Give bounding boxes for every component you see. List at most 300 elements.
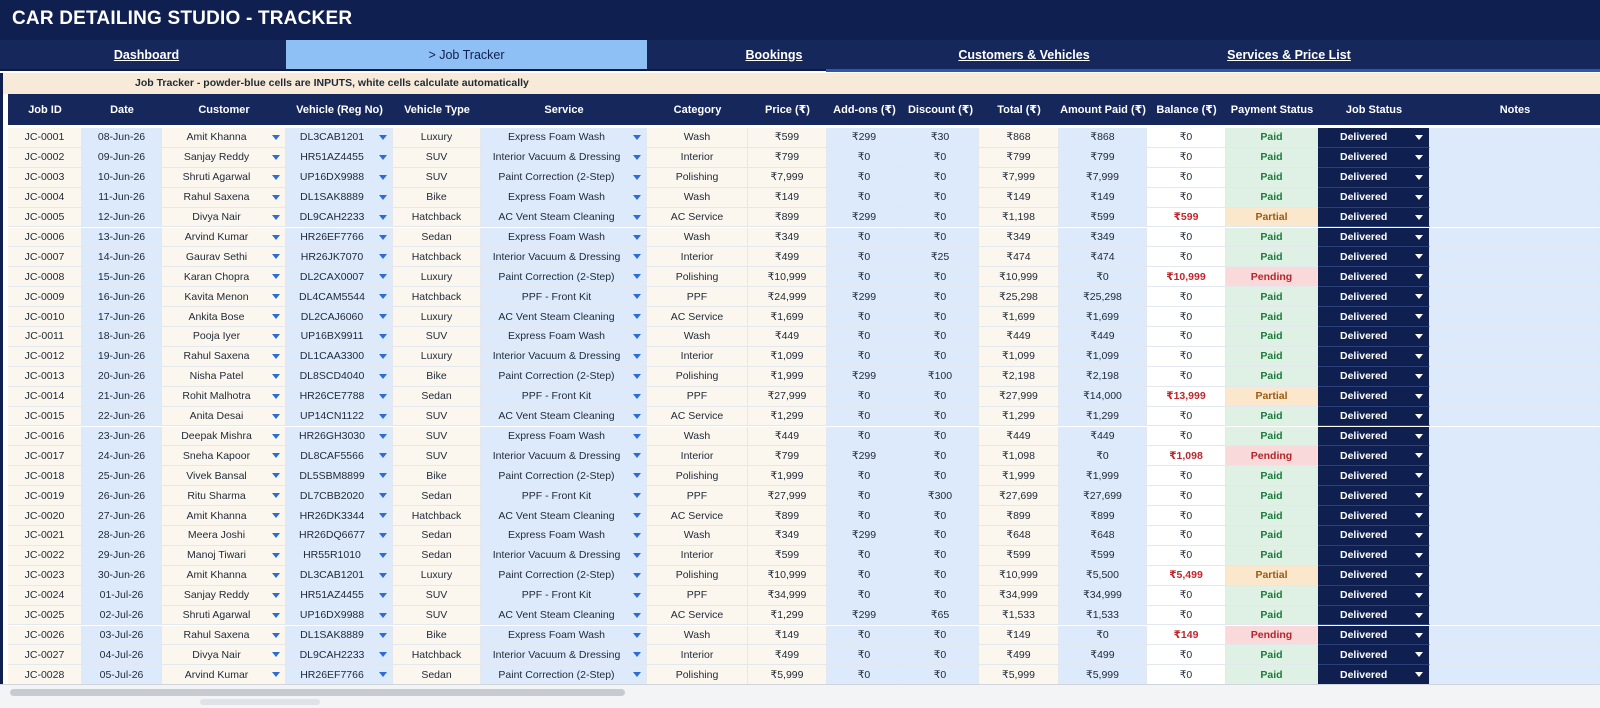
- dropdown-arrow-icon[interactable]: [379, 533, 387, 538]
- cell-discount[interactable]: [902, 128, 979, 148]
- cell-discount[interactable]: [902, 367, 979, 387]
- dropdown-arrow-icon[interactable]: [272, 533, 280, 538]
- cell-customer[interactable]: [162, 626, 286, 646]
- dropdown-arrow-icon[interactable]: [633, 493, 641, 498]
- cell-notes[interactable]: [1430, 247, 1600, 267]
- dropdown-arrow-icon[interactable]: [272, 493, 280, 498]
- dropdown-arrow-icon[interactable]: [1415, 493, 1423, 498]
- cell-date[interactable]: [82, 427, 162, 447]
- cell-discount[interactable]: [902, 486, 979, 506]
- cell-addons[interactable]: [827, 228, 902, 248]
- dropdown-arrow-icon[interactable]: [272, 633, 280, 638]
- cell-job-status[interactable]: [1318, 645, 1430, 665]
- cell-date[interactable]: [82, 128, 162, 148]
- cell-discount[interactable]: [902, 506, 979, 526]
- dropdown-arrow-icon[interactable]: [272, 374, 280, 379]
- dropdown-arrow-icon[interactable]: [633, 235, 641, 240]
- cell-addons[interactable]: [827, 387, 902, 407]
- dropdown-arrow-icon[interactable]: [1415, 354, 1423, 359]
- cell-discount[interactable]: [902, 228, 979, 248]
- dropdown-arrow-icon[interactable]: [633, 294, 641, 299]
- cell-discount[interactable]: [902, 168, 979, 188]
- dropdown-arrow-icon[interactable]: [1415, 334, 1423, 339]
- dropdown-arrow-icon[interactable]: [633, 652, 641, 657]
- dropdown-arrow-icon[interactable]: [272, 314, 280, 319]
- cell-vehicle-reg[interactable]: [286, 228, 393, 248]
- cell-amount-paid[interactable]: [1059, 188, 1147, 208]
- cell-discount[interactable]: [902, 347, 979, 367]
- dropdown-arrow-icon[interactable]: [379, 513, 387, 518]
- cell-date[interactable]: [82, 606, 162, 626]
- cell-vehicle-reg[interactable]: [286, 466, 393, 486]
- cell-notes[interactable]: [1430, 327, 1600, 347]
- cell-service[interactable]: [481, 228, 647, 248]
- cell-vehicle-reg[interactable]: [286, 427, 393, 447]
- cell-date[interactable]: [82, 307, 162, 327]
- cell-service[interactable]: [481, 606, 647, 626]
- cell-job-status[interactable]: [1318, 228, 1430, 248]
- cell-addons[interactable]: [827, 446, 902, 466]
- dropdown-arrow-icon[interactable]: [379, 473, 387, 478]
- cell-notes[interactable]: [1430, 168, 1600, 188]
- cell-vehicle-reg[interactable]: [286, 486, 393, 506]
- cell-addons[interactable]: [827, 327, 902, 347]
- cell-service[interactable]: [481, 387, 647, 407]
- cell-amount-paid[interactable]: [1059, 287, 1147, 307]
- cell-job-status[interactable]: [1318, 387, 1430, 407]
- cell-job-status[interactable]: [1318, 606, 1430, 626]
- cell-service[interactable]: [481, 208, 647, 228]
- cell-job-status[interactable]: [1318, 168, 1430, 188]
- cell-discount[interactable]: [902, 247, 979, 267]
- cell-customer[interactable]: [162, 247, 286, 267]
- cell-service[interactable]: [481, 128, 647, 148]
- dropdown-arrow-icon[interactable]: [379, 553, 387, 558]
- cell-addons[interactable]: [827, 665, 902, 684]
- cell-customer[interactable]: [162, 566, 286, 586]
- cell-notes[interactable]: [1430, 387, 1600, 407]
- cell-job-status[interactable]: [1318, 247, 1430, 267]
- cell-notes[interactable]: [1430, 427, 1600, 447]
- dropdown-arrow-icon[interactable]: [633, 553, 641, 558]
- cell-discount[interactable]: [902, 606, 979, 626]
- cell-service[interactable]: [481, 148, 647, 168]
- cell-addons[interactable]: [827, 188, 902, 208]
- cell-discount[interactable]: [902, 645, 979, 665]
- cell-date[interactable]: [82, 247, 162, 267]
- dropdown-arrow-icon[interactable]: [1415, 175, 1423, 180]
- cell-customer[interactable]: [162, 228, 286, 248]
- cell-vehicle-reg[interactable]: [286, 287, 393, 307]
- dropdown-arrow-icon[interactable]: [633, 274, 641, 279]
- cell-customer[interactable]: [162, 188, 286, 208]
- dropdown-arrow-icon[interactable]: [379, 453, 387, 458]
- dropdown-arrow-icon[interactable]: [1415, 593, 1423, 598]
- dropdown-arrow-icon[interactable]: [379, 235, 387, 240]
- dropdown-arrow-icon[interactable]: [633, 195, 641, 200]
- dropdown-arrow-icon[interactable]: [1415, 294, 1423, 299]
- cell-addons[interactable]: [827, 645, 902, 665]
- dropdown-arrow-icon[interactable]: [272, 215, 280, 220]
- cell-service[interactable]: [481, 367, 647, 387]
- cell-amount-paid[interactable]: [1059, 645, 1147, 665]
- cell-discount[interactable]: [902, 307, 979, 327]
- cell-amount-paid[interactable]: [1059, 327, 1147, 347]
- dropdown-arrow-icon[interactable]: [1415, 573, 1423, 578]
- cell-amount-paid[interactable]: [1059, 506, 1147, 526]
- dropdown-arrow-icon[interactable]: [633, 215, 641, 220]
- dropdown-arrow-icon[interactable]: [633, 533, 641, 538]
- dropdown-arrow-icon[interactable]: [633, 334, 641, 339]
- cell-notes[interactable]: [1430, 566, 1600, 586]
- cell-discount[interactable]: [902, 566, 979, 586]
- cell-customer[interactable]: [162, 645, 286, 665]
- dropdown-arrow-icon[interactable]: [272, 434, 280, 439]
- cell-date[interactable]: [82, 566, 162, 586]
- cell-customer[interactable]: [162, 367, 286, 387]
- cell-service[interactable]: [481, 287, 647, 307]
- cell-job-status[interactable]: [1318, 665, 1430, 684]
- dropdown-arrow-icon[interactable]: [1415, 195, 1423, 200]
- cell-job-status[interactable]: [1318, 367, 1430, 387]
- dropdown-arrow-icon[interactable]: [272, 254, 280, 259]
- cell-service[interactable]: [481, 267, 647, 287]
- tab-dashboard[interactable]: Dashboard: [113, 47, 180, 62]
- cell-notes[interactable]: [1430, 148, 1600, 168]
- dropdown-arrow-icon[interactable]: [1415, 513, 1423, 518]
- cell-service[interactable]: [481, 486, 647, 506]
- dropdown-arrow-icon[interactable]: [272, 195, 280, 200]
- cell-job-status[interactable]: [1318, 327, 1430, 347]
- cell-service[interactable]: [481, 626, 647, 646]
- dropdown-arrow-icon[interactable]: [633, 672, 641, 677]
- cell-customer[interactable]: [162, 506, 286, 526]
- cell-job-status[interactable]: [1318, 466, 1430, 486]
- cell-customer[interactable]: [162, 327, 286, 347]
- cell-job-status[interactable]: [1318, 446, 1430, 466]
- cell-vehicle-reg[interactable]: [286, 526, 393, 546]
- cell-amount-paid[interactable]: [1059, 665, 1147, 684]
- cell-date[interactable]: [82, 287, 162, 307]
- cell-service[interactable]: [481, 506, 647, 526]
- dropdown-arrow-icon[interactable]: [1415, 155, 1423, 160]
- cell-notes[interactable]: [1430, 606, 1600, 626]
- cell-vehicle-reg[interactable]: [286, 267, 393, 287]
- dropdown-arrow-icon[interactable]: [272, 274, 280, 279]
- dropdown-arrow-icon[interactable]: [379, 434, 387, 439]
- dropdown-arrow-icon[interactable]: [272, 394, 280, 399]
- cell-addons[interactable]: [827, 506, 902, 526]
- cell-discount[interactable]: [902, 665, 979, 684]
- cell-vehicle-reg[interactable]: [286, 407, 393, 427]
- cell-amount-paid[interactable]: [1059, 427, 1147, 447]
- cell-customer[interactable]: [162, 407, 286, 427]
- dropdown-arrow-icon[interactable]: [633, 453, 641, 458]
- dropdown-arrow-icon[interactable]: [379, 613, 387, 618]
- cell-discount[interactable]: [902, 526, 979, 546]
- cell-job-status[interactable]: [1318, 546, 1430, 566]
- dropdown-arrow-icon[interactable]: [272, 235, 280, 240]
- cell-service[interactable]: [481, 347, 647, 367]
- dropdown-arrow-icon[interactable]: [633, 633, 641, 638]
- cell-addons[interactable]: [827, 208, 902, 228]
- tab-job-tracker[interactable]: > Job Tracker: [286, 40, 647, 69]
- dropdown-arrow-icon[interactable]: [1415, 473, 1423, 478]
- dropdown-arrow-icon[interactable]: [379, 274, 387, 279]
- cell-vehicle-reg[interactable]: [286, 645, 393, 665]
- cell-customer[interactable]: [162, 546, 286, 566]
- cell-notes[interactable]: [1430, 128, 1600, 148]
- cell-date[interactable]: [82, 586, 162, 606]
- cell-customer[interactable]: [162, 267, 286, 287]
- dropdown-arrow-icon[interactable]: [379, 215, 387, 220]
- dropdown-arrow-icon[interactable]: [1415, 254, 1423, 259]
- cell-notes[interactable]: [1430, 307, 1600, 327]
- cell-addons[interactable]: [827, 626, 902, 646]
- cell-discount[interactable]: [902, 208, 979, 228]
- cell-date[interactable]: [82, 347, 162, 367]
- cell-job-status[interactable]: [1318, 188, 1430, 208]
- dropdown-arrow-icon[interactable]: [1415, 633, 1423, 638]
- cell-amount-paid[interactable]: [1059, 148, 1147, 168]
- cell-amount-paid[interactable]: [1059, 407, 1147, 427]
- tab-customers-vehicles[interactable]: Customers & Vehicles: [958, 47, 1090, 62]
- cell-date[interactable]: [82, 466, 162, 486]
- cell-notes[interactable]: [1430, 446, 1600, 466]
- cell-customer[interactable]: [162, 586, 286, 606]
- dropdown-arrow-icon[interactable]: [633, 434, 641, 439]
- cell-service[interactable]: [481, 645, 647, 665]
- cell-addons[interactable]: [827, 427, 902, 447]
- cell-notes[interactable]: [1430, 347, 1600, 367]
- dropdown-arrow-icon[interactable]: [379, 633, 387, 638]
- dropdown-arrow-icon[interactable]: [379, 155, 387, 160]
- cell-notes[interactable]: [1430, 546, 1600, 566]
- cell-amount-paid[interactable]: [1059, 387, 1147, 407]
- cell-vehicle-reg[interactable]: [286, 188, 393, 208]
- cell-date[interactable]: [82, 446, 162, 466]
- dropdown-arrow-icon[interactable]: [633, 613, 641, 618]
- dropdown-arrow-icon[interactable]: [1415, 672, 1423, 677]
- dropdown-arrow-icon[interactable]: [633, 155, 641, 160]
- cell-addons[interactable]: [827, 287, 902, 307]
- cell-notes[interactable]: [1430, 208, 1600, 228]
- tab-services-price-list[interactable]: Services & Price List: [1227, 47, 1351, 62]
- cell-vehicle-reg[interactable]: [286, 446, 393, 466]
- cell-customer[interactable]: [162, 387, 286, 407]
- horizontal-scrollbar[interactable]: [0, 684, 1600, 708]
- dropdown-arrow-icon[interactable]: [379, 672, 387, 677]
- dropdown-arrow-icon[interactable]: [272, 652, 280, 657]
- cell-service[interactable]: [481, 307, 647, 327]
- cell-service[interactable]: [481, 566, 647, 586]
- cell-job-status[interactable]: [1318, 347, 1430, 367]
- dropdown-arrow-icon[interactable]: [272, 672, 280, 677]
- dropdown-arrow-icon[interactable]: [1415, 314, 1423, 319]
- cell-job-status[interactable]: [1318, 148, 1430, 168]
- cell-amount-paid[interactable]: [1059, 267, 1147, 287]
- cell-notes[interactable]: [1430, 466, 1600, 486]
- dropdown-arrow-icon[interactable]: [633, 135, 641, 140]
- cell-date[interactable]: [82, 327, 162, 347]
- cell-addons[interactable]: [827, 247, 902, 267]
- cell-vehicle-reg[interactable]: [286, 148, 393, 168]
- dropdown-arrow-icon[interactable]: [379, 314, 387, 319]
- cell-notes[interactable]: [1430, 526, 1600, 546]
- dropdown-arrow-icon[interactable]: [272, 135, 280, 140]
- cell-customer[interactable]: [162, 466, 286, 486]
- cell-date[interactable]: [82, 506, 162, 526]
- dropdown-arrow-icon[interactable]: [379, 652, 387, 657]
- cell-addons[interactable]: [827, 486, 902, 506]
- cell-job-status[interactable]: [1318, 486, 1430, 506]
- dropdown-arrow-icon[interactable]: [272, 175, 280, 180]
- dropdown-arrow-icon[interactable]: [633, 175, 641, 180]
- dropdown-arrow-icon[interactable]: [1415, 434, 1423, 439]
- cell-discount[interactable]: [902, 626, 979, 646]
- cell-date[interactable]: [82, 387, 162, 407]
- cell-addons[interactable]: [827, 347, 902, 367]
- dropdown-arrow-icon[interactable]: [379, 254, 387, 259]
- dropdown-arrow-icon[interactable]: [633, 513, 641, 518]
- cell-customer[interactable]: [162, 665, 286, 684]
- cell-discount[interactable]: [902, 287, 979, 307]
- cell-amount-paid[interactable]: [1059, 566, 1147, 586]
- cell-vehicle-reg[interactable]: [286, 128, 393, 148]
- cell-vehicle-reg[interactable]: [286, 566, 393, 586]
- cell-date[interactable]: [82, 267, 162, 287]
- dropdown-arrow-icon[interactable]: [379, 573, 387, 578]
- cell-job-status[interactable]: [1318, 208, 1430, 228]
- cell-amount-paid[interactable]: [1059, 208, 1147, 228]
- dropdown-arrow-icon[interactable]: [633, 394, 641, 399]
- cell-amount-paid[interactable]: [1059, 168, 1147, 188]
- cell-notes[interactable]: [1430, 586, 1600, 606]
- cell-notes[interactable]: [1430, 486, 1600, 506]
- cell-service[interactable]: [481, 188, 647, 208]
- cell-addons[interactable]: [827, 307, 902, 327]
- dropdown-arrow-icon[interactable]: [1415, 553, 1423, 558]
- cell-date[interactable]: [82, 546, 162, 566]
- cell-vehicle-reg[interactable]: [286, 168, 393, 188]
- cell-customer[interactable]: [162, 427, 286, 447]
- scrollbar-thumb[interactable]: [10, 689, 625, 696]
- cell-service[interactable]: [481, 466, 647, 486]
- cell-job-status[interactable]: [1318, 427, 1430, 447]
- cell-amount-paid[interactable]: [1059, 228, 1147, 248]
- dropdown-arrow-icon[interactable]: [1415, 533, 1423, 538]
- cell-date[interactable]: [82, 626, 162, 646]
- cell-addons[interactable]: [827, 586, 902, 606]
- cell-notes[interactable]: [1430, 367, 1600, 387]
- dropdown-arrow-icon[interactable]: [379, 493, 387, 498]
- cell-vehicle-reg[interactable]: [286, 307, 393, 327]
- cell-vehicle-reg[interactable]: [286, 506, 393, 526]
- cell-addons[interactable]: [827, 267, 902, 287]
- cell-job-status[interactable]: [1318, 566, 1430, 586]
- dropdown-arrow-icon[interactable]: [633, 473, 641, 478]
- cell-amount-paid[interactable]: [1059, 546, 1147, 566]
- cell-notes[interactable]: [1430, 665, 1600, 684]
- cell-customer[interactable]: [162, 526, 286, 546]
- dropdown-arrow-icon[interactable]: [272, 334, 280, 339]
- cell-vehicle-reg[interactable]: [286, 586, 393, 606]
- cell-vehicle-reg[interactable]: [286, 387, 393, 407]
- cell-date[interactable]: [82, 407, 162, 427]
- cell-date[interactable]: [82, 188, 162, 208]
- dropdown-arrow-icon[interactable]: [1415, 135, 1423, 140]
- cell-amount-paid[interactable]: [1059, 586, 1147, 606]
- cell-job-status[interactable]: [1318, 586, 1430, 606]
- cell-customer[interactable]: [162, 148, 286, 168]
- cell-customer[interactable]: [162, 486, 286, 506]
- cell-addons[interactable]: [827, 466, 902, 486]
- cell-amount-paid[interactable]: [1059, 367, 1147, 387]
- dropdown-arrow-icon[interactable]: [272, 453, 280, 458]
- cell-addons[interactable]: [827, 168, 902, 188]
- cell-vehicle-reg[interactable]: [286, 626, 393, 646]
- dropdown-arrow-icon[interactable]: [379, 414, 387, 419]
- cell-vehicle-reg[interactable]: [286, 247, 393, 267]
- cell-job-status[interactable]: [1318, 407, 1430, 427]
- dropdown-arrow-icon[interactable]: [379, 394, 387, 399]
- cell-service[interactable]: [481, 168, 647, 188]
- cell-customer[interactable]: [162, 287, 286, 307]
- cell-vehicle-reg[interactable]: [286, 208, 393, 228]
- dropdown-arrow-icon[interactable]: [379, 135, 387, 140]
- dropdown-arrow-icon[interactable]: [272, 155, 280, 160]
- cell-date[interactable]: [82, 228, 162, 248]
- cell-service[interactable]: [481, 446, 647, 466]
- cell-amount-paid[interactable]: [1059, 526, 1147, 546]
- cell-discount[interactable]: [902, 427, 979, 447]
- dropdown-arrow-icon[interactable]: [272, 473, 280, 478]
- cell-date[interactable]: [82, 665, 162, 684]
- dropdown-arrow-icon[interactable]: [272, 553, 280, 558]
- cell-job-status[interactable]: [1318, 506, 1430, 526]
- dropdown-arrow-icon[interactable]: [1415, 215, 1423, 220]
- cell-customer[interactable]: [162, 208, 286, 228]
- cell-addons[interactable]: [827, 606, 902, 626]
- cell-amount-paid[interactable]: [1059, 606, 1147, 626]
- cell-amount-paid[interactable]: [1059, 446, 1147, 466]
- cell-discount[interactable]: [902, 586, 979, 606]
- cell-job-status[interactable]: [1318, 526, 1430, 546]
- cell-service[interactable]: [481, 407, 647, 427]
- cell-vehicle-reg[interactable]: [286, 665, 393, 684]
- dropdown-arrow-icon[interactable]: [1415, 652, 1423, 657]
- dropdown-arrow-icon[interactable]: [379, 175, 387, 180]
- dropdown-arrow-icon[interactable]: [272, 354, 280, 359]
- dropdown-arrow-icon[interactable]: [379, 374, 387, 379]
- cell-service[interactable]: [481, 665, 647, 684]
- cell-discount[interactable]: [902, 466, 979, 486]
- cell-notes[interactable]: [1430, 626, 1600, 646]
- cell-amount-paid[interactable]: [1059, 307, 1147, 327]
- cell-discount[interactable]: [902, 148, 979, 168]
- cell-discount[interactable]: [902, 546, 979, 566]
- cell-customer[interactable]: [162, 307, 286, 327]
- dropdown-arrow-icon[interactable]: [1415, 613, 1423, 618]
- cell-notes[interactable]: [1430, 506, 1600, 526]
- cell-discount[interactable]: [902, 446, 979, 466]
- dropdown-arrow-icon[interactable]: [272, 613, 280, 618]
- cell-service[interactable]: [481, 427, 647, 447]
- cell-job-status[interactable]: [1318, 287, 1430, 307]
- cell-addons[interactable]: [827, 367, 902, 387]
- dropdown-arrow-icon[interactable]: [1415, 235, 1423, 240]
- cell-amount-paid[interactable]: [1059, 128, 1147, 148]
